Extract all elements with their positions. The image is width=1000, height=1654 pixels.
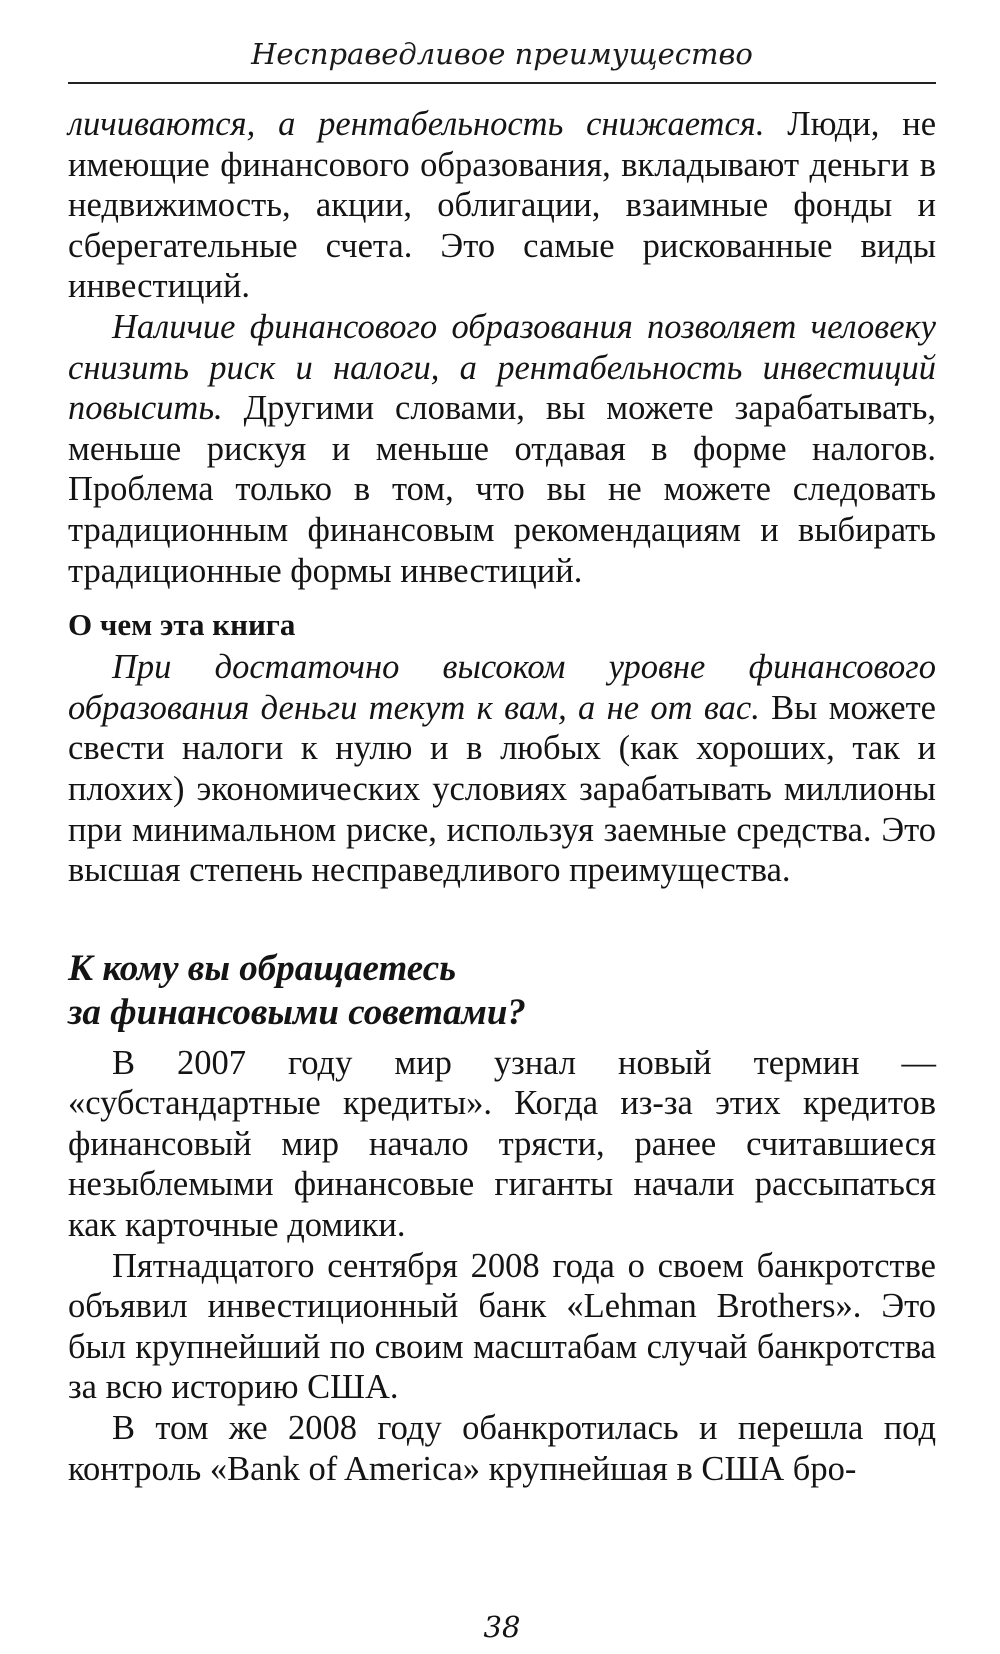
- section-title-line: за финансовыми советами?: [68, 991, 526, 1033]
- paragraph-text: Люди, не имеющие финансового образования, вкладывают деньги в недвижимость, акции, облигации, взаимные фонды и сберегательные счета. Это самые рискованные виды инвестиций.: [68, 105, 937, 306]
- header-rule: [68, 82, 936, 84]
- page-number: 38: [483, 1610, 521, 1644]
- paragraph: [68, 307, 936, 591]
- paragraph-text: Вы можете свести налоги к нулю и в любых (как хороших, так и плохих) экономических условиях зарабатывать миллионы при минимальном риске, используя заемные средства. Это высшая степень несправедливого преимущества.: [68, 688, 936, 890]
- paragraph: В том же 2008 году обанкротилась и перешла под контроль «Bank of America» крупнейшая в США бро-: [68, 1409, 936, 1488]
- paragraph: Пятнадцатого сентября 2008 года о своем банкротстве объявил инвестиционный банк «Lehman Brothers». Это был крупнейший по своим масштабам случай банкротства за всю историю США.: [68, 1246, 936, 1407]
- paragraph: В 2007 году мир узнал новый термин — «субстандартные кредиты». Когда из-за этих кредитов финансовый мир начало трясти, ранее считавшиеся незыблемыми финансовые гиганты начали рассыпаться как карточные домики.: [68, 1043, 936, 1245]
- running-head: Несправедливое преимущество: [251, 37, 753, 71]
- paragraph-text: Другими словами, вы можете зарабатывать, меньше рискуя и меньше отдавая в форме налогов. Проблема только в том, что вы не можете следовать традиционным финансовым рекомендациям и выбирать традиционные формы инвестиций.: [68, 389, 936, 590]
- italic-emphasis: При достаточно высоком уровне финансового образования деньги текут к вам, а не от вас.: [68, 648, 936, 727]
- section-title: [68, 947, 936, 1035]
- italic-emphasis: личиваются, а рентабельность снижается.: [68, 105, 765, 143]
- subheading: О чем эта книга: [68, 607, 296, 643]
- paragraph: [68, 647, 936, 891]
- section-title-line: К кому вы обращаетесь: [68, 947, 457, 989]
- page-body: [68, 104, 936, 1489]
- italic-emphasis: Наличие финансового образования позволяет человеку снизить риск и налоги, а рентабельность инвестиций повысить.: [68, 307, 936, 428]
- paragraph-continued: [68, 104, 936, 307]
